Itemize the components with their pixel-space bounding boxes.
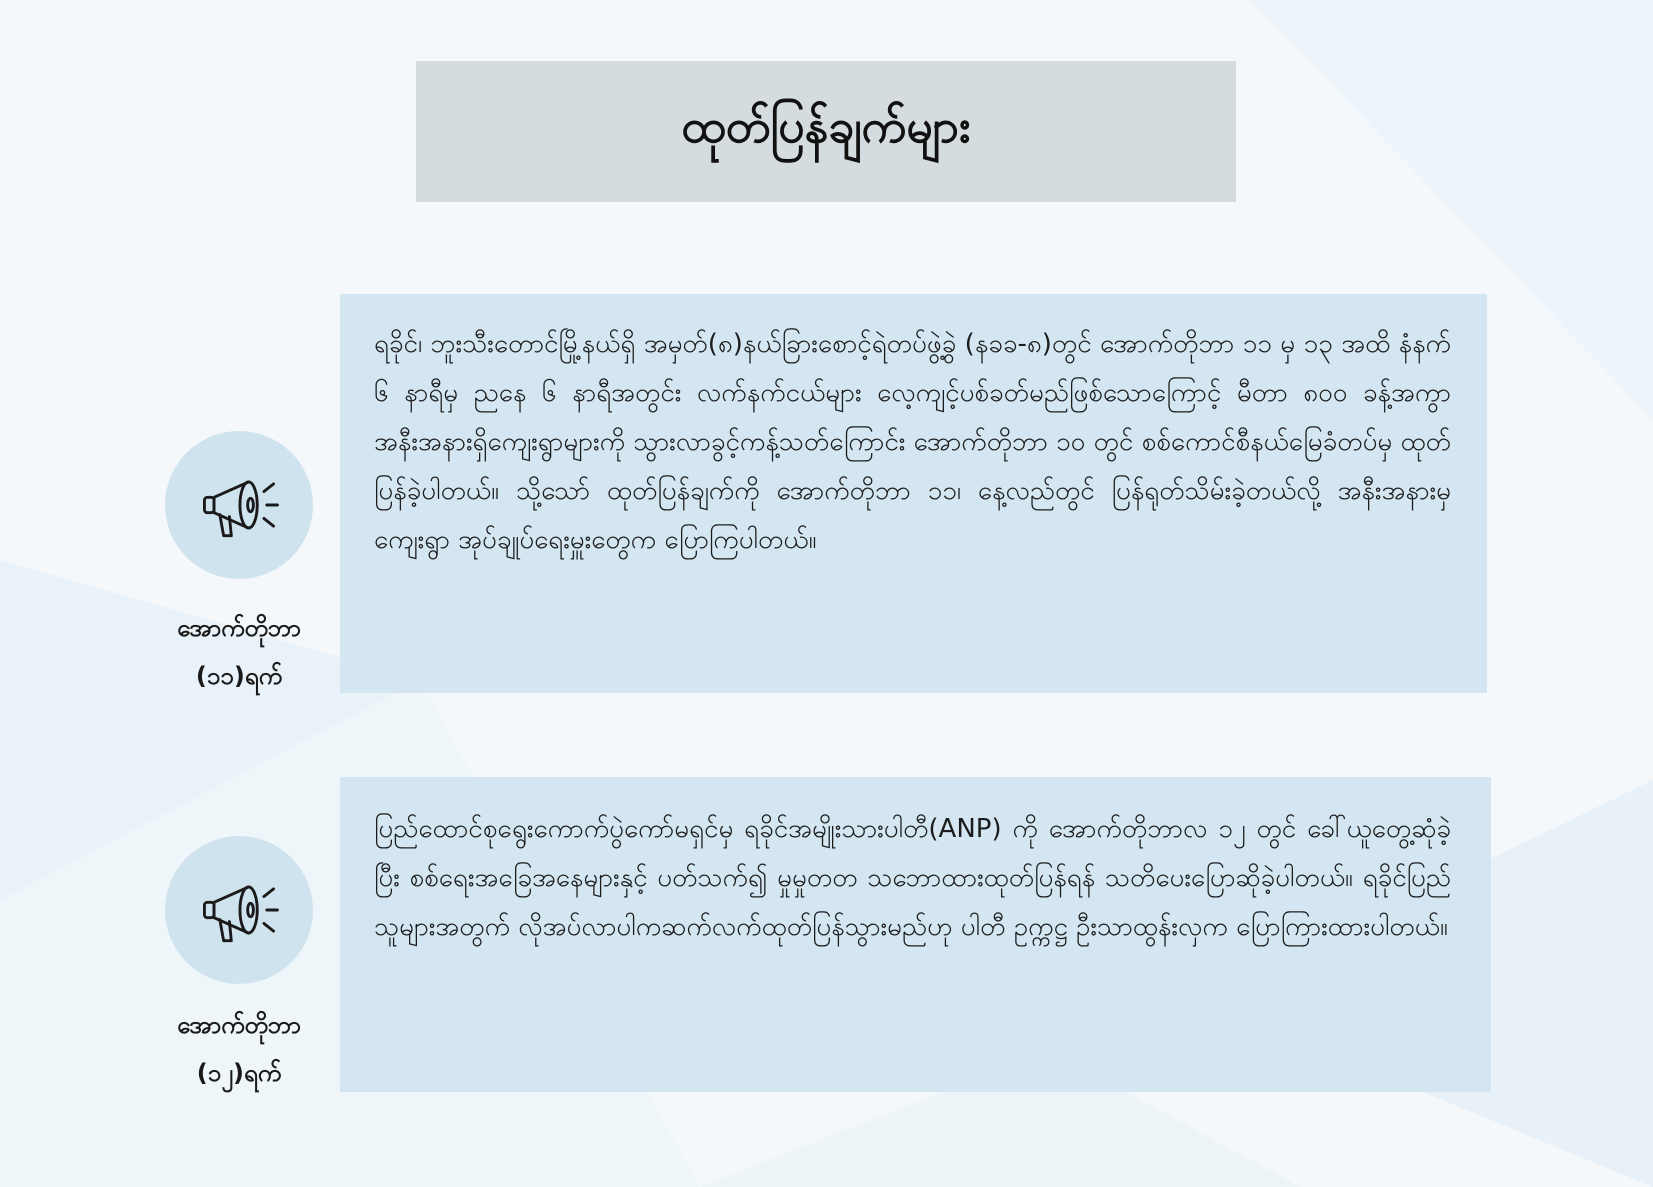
date-month: အောက်တိုဘာ [177, 614, 301, 642]
announcement-date [124, 604, 354, 700]
date-day: (၁၂)ရက် [196, 1059, 282, 1087]
megaphone-icon [191, 457, 287, 553]
announcement-card [340, 777, 1491, 1092]
megaphone-icon-circle [165, 431, 313, 579]
announcement-date [124, 1001, 354, 1097]
megaphone-icon-circle [165, 836, 313, 984]
announcement-card [340, 294, 1487, 693]
announcement-body: ပြည်ထောင်စုရွေးကောက်ပွဲကော်မရှင်မှ ရခိုင်အမျိုးသားပါတီ(ANP) ကို အောက်တိုဘာလ ၁၂ တွင် ခေါ်ယူတွေ့ဆုံခဲ့ပြီး စစ်ရေးအခြေအနေများနှင့် ပတ်သက်၍ မှုမှုတတ သဘောထားထုတ်ပြန်ရန် သတိပေးပြောဆိုခဲ့ပါတယ်။ ရခိုင်ပြည်သူများအတွက် လိုအပ်လာပါကဆက်လက်ထုတ်ပြန်သွားမည်ဟု ပါတီ ဥက္ကဋ္ဌ ဦးသာထွန်းလှက ပြောကြားထားပါတယ်။ [374, 814, 1451, 942]
announcement-body: ရခိုင်၊ ဘူးသီးတောင်မြို့နယ်ရှိ အမှတ်(၈)နယ်ခြားစောင့်ရဲတပ်ဖွဲ့ခွဲ (နခခ-၈)တွင် အောက်တိုဘာ ၁၁ မှ ၁၃ အထိ နံနက် ၆ နာရီမှ ညနေ ၆ နာရီအတွင်း လက်နက်ငယ်များ လေ့ကျင့်ပစ်ခတ်မည်ဖြစ်သောကြောင့် မီတာ ၈၀၀ ခန့်အကွာ အနီးအနားရှိကျေးရွာများကို သွားလာခွင့်ကန့်သတ်ကြောင်း အောက်တိုဘာ ၁၀ တွင် စစ်ကောင်စီနယ်မြေခံတပ်မှ ထုတ်ပြန်ခဲ့ပါတယ်။ သို့သော် ထုတ်ပြန်ချက်ကို အောက်တိုဘာ ၁၁၊ နေ့လည်တွင် ပြန်ရုတ်သိမ်းခဲ့တယ်လို့ အနီးအနားမှ ကျေးရွာ အုပ်ချုပ်ရေးမှူးတွေက ပြောကြပါတယ်။ [374, 329, 1451, 555]
title-banner [416, 61, 1236, 202]
page-title: ထုတ်ပြန်ချက်များ [681, 99, 971, 153]
date-month: အောက်တိုဘာ [177, 1011, 301, 1039]
megaphone-icon [191, 862, 287, 958]
date-day: (၁၁)ရက် [195, 662, 283, 690]
